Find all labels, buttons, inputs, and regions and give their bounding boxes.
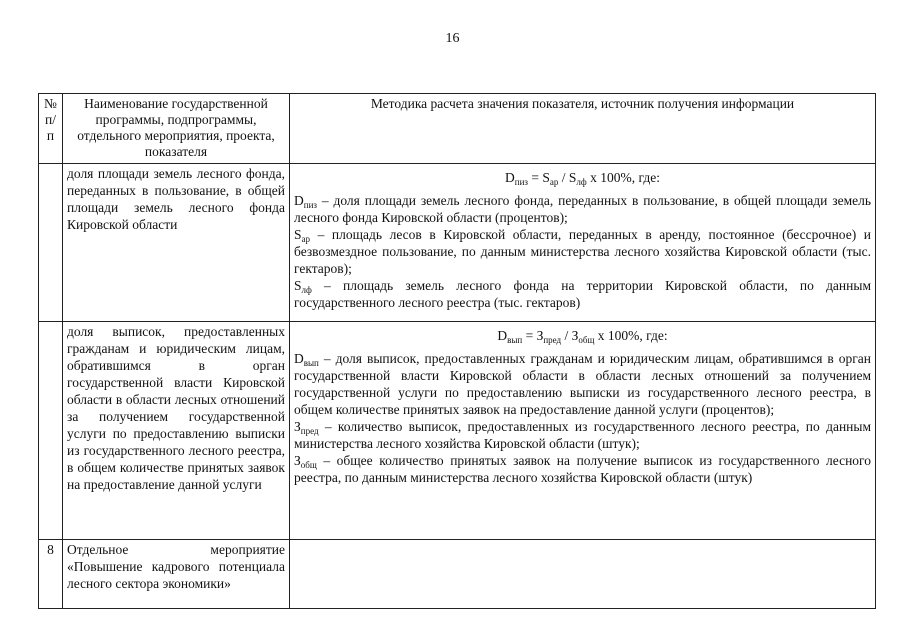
definition-text: – общее количество принятых заявок на получение выписок из государственного лесного реестра, по данным министерства лесного хозяйства Кировской области (штук) bbox=[294, 453, 871, 485]
formula-operator: / bbox=[558, 170, 569, 185]
calculation-method bbox=[290, 540, 876, 609]
definition-symbol: З bbox=[294, 419, 301, 434]
definition bbox=[294, 192, 871, 226]
header-method: Методика расчета значения показателя, источник получения информации bbox=[290, 94, 876, 164]
page-number: 16 bbox=[445, 31, 460, 46]
formula-symbol: З bbox=[571, 328, 579, 343]
definition-symbol: S bbox=[294, 278, 302, 293]
definition-subscript: пред bbox=[300, 426, 319, 436]
table-row bbox=[39, 540, 876, 609]
formula-symbol: D bbox=[505, 170, 515, 185]
definition-symbol: D bbox=[294, 193, 304, 208]
formula-operator: = bbox=[522, 328, 537, 343]
calculation-method bbox=[290, 164, 876, 322]
definition bbox=[294, 277, 871, 311]
definition-text: – площадь лесов в Кировской области, переданных в аренду, постоянное (бессрочное) и безвозмездное пользование, по данным министерства лесного хозяйства Кировской области (тыс. гектаров); bbox=[294, 227, 871, 276]
formula-subscript: лф bbox=[576, 177, 587, 187]
indicator-name: Отдельное мероприятие «Повышение кадрового потенциала лесного сектора экономики» bbox=[63, 540, 290, 609]
formula-subscript: ар bbox=[549, 177, 559, 187]
row-number: 8 bbox=[39, 540, 63, 609]
definition-symbol: D bbox=[294, 351, 304, 366]
formula-subscript: вып bbox=[507, 335, 523, 345]
definition bbox=[294, 418, 871, 452]
indicator-name: доля площади земель лесного фонда, переданных в пользование, в общей площади земель лесного фонда Кировской области bbox=[63, 164, 290, 322]
definition-text: – площадь земель лесного фонда на территории Кировской области, по данным государственного лесного реестра (тыс. гектаров) bbox=[294, 278, 871, 310]
definition-subscript: лф bbox=[301, 285, 312, 295]
formula-operator: = bbox=[527, 170, 543, 185]
formula-tail: x 100%, где: bbox=[586, 170, 660, 185]
definition-symbol: S bbox=[294, 227, 302, 242]
formula-symbol: S bbox=[568, 170, 577, 185]
definition-symbol: З bbox=[294, 453, 301, 468]
row-number bbox=[39, 322, 63, 540]
definition-subscript: ар bbox=[301, 234, 311, 244]
formula bbox=[294, 327, 871, 344]
definition bbox=[294, 452, 871, 486]
definition-text: – доля выписок, предоставленных гражданам и юридическим лицам, обратившимся в орган государственной власти Кировской области в области лесных отношений за получением государственной услуги по предоставлению выписки из государственного лесного реестра, в общем количестве принятых заявок на предоставление данной услуги (процентов); bbox=[294, 351, 871, 417]
table-row bbox=[39, 164, 876, 322]
header-num: № п/п bbox=[39, 94, 63, 164]
definition-text: – количество выписок, предоставленных из государственного лесного реестра, по данным министерства лесного хозяйства Кировской области (штук); bbox=[294, 419, 871, 451]
formula-subscript: общ bbox=[578, 335, 595, 345]
table-header-row bbox=[39, 94, 876, 164]
definition-subscript: вып bbox=[303, 358, 319, 368]
definition-text: – доля площади земель лесного фонда, переданных в пользование, в общей площади земель лесного фонда Кировской области (процентов); bbox=[294, 193, 871, 225]
definition bbox=[294, 350, 871, 418]
table-row bbox=[39, 322, 876, 540]
formula-symbol: D bbox=[497, 328, 508, 343]
definition-subscript: общ bbox=[300, 460, 317, 470]
formula-symbol: S bbox=[542, 170, 550, 185]
definition bbox=[294, 226, 871, 277]
formula-subscript: пред bbox=[543, 335, 562, 345]
formula-subscript: пиз bbox=[514, 177, 528, 187]
formula-symbol: З bbox=[536, 328, 544, 343]
indicator-name: доля выписок, предоставленных гражданам и юридическим лицам, обратившимся в орган государственной власти Кировской области в области лесных отношений за получением государственной услуги по предоставлению выписки из государственного лесного реестра, в общем количестве принятых заявок на предоставление данной услуги bbox=[63, 322, 290, 540]
calculation-method bbox=[290, 322, 876, 540]
formula bbox=[294, 169, 871, 186]
header-name: Наименование государственной программы, подпрограммы, отдельного мероприятия, проекта, показателя bbox=[63, 94, 290, 164]
row-number bbox=[39, 164, 63, 322]
formula-tail: x 100%, где: bbox=[594, 328, 668, 343]
formula-operator: / bbox=[561, 328, 572, 343]
indicator-table bbox=[38, 93, 876, 609]
definition-subscript: пиз bbox=[303, 200, 317, 210]
table-body bbox=[39, 164, 876, 609]
